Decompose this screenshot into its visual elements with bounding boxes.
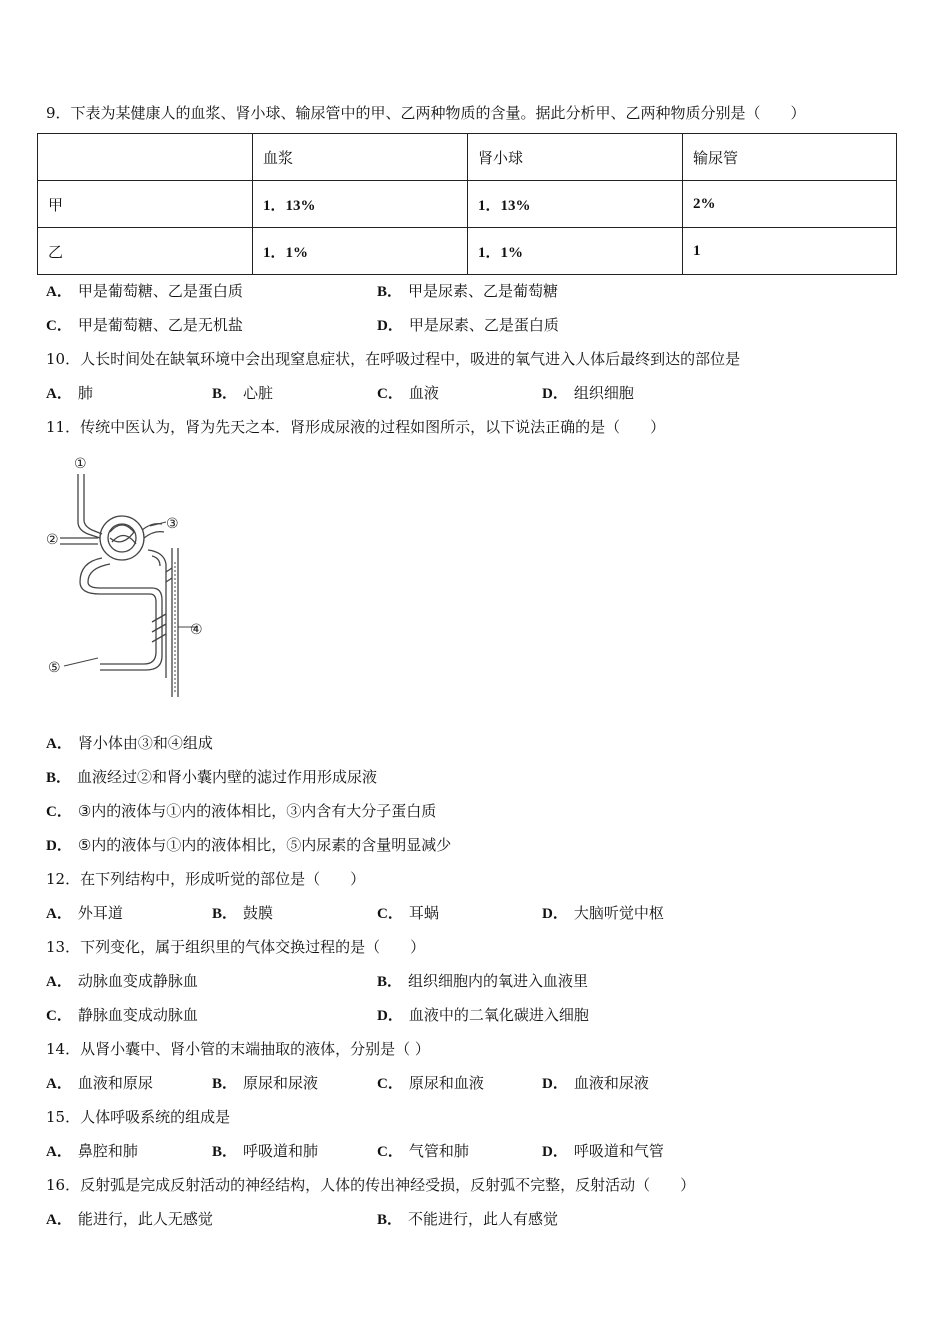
label-2: ② [46, 532, 59, 548]
q11-option-b[interactable]: B． 血液经过②和肾小囊内壁的滤过作用形成尿液 [46, 768, 378, 786]
nephron-diagram [40, 452, 220, 697]
label-4: ④ [190, 622, 203, 638]
q12-option-b[interactable]: B． 鼓膜 [212, 904, 274, 922]
q13-stem: 13．下列变化，属于组织里的气体交换过程的是（ ） [46, 938, 426, 956]
q16-option-b[interactable]: B． 不能进行，此人有感觉 [377, 1210, 559, 1228]
table-cell: 1．1% [253, 228, 468, 275]
label-5: ⑤ [48, 660, 61, 676]
q15-option-d[interactable]: D． 呼吸道和气管 [542, 1142, 664, 1160]
q15-option-b[interactable]: B． 呼吸道和肺 [212, 1142, 319, 1160]
q12-option-a[interactable]: A． 外耳道 [46, 904, 123, 922]
table-row [38, 181, 897, 228]
table-cell: 1．13% [253, 181, 468, 228]
q10-stem: 10．人长时间处在缺氧环境中会出现窒息症状，在呼吸过程中，吸进的氧气进入人体后最终到达的部位是 [46, 350, 741, 368]
q12-stem: 12．在下列结构中，形成听觉的部位是（ ） [46, 870, 366, 888]
label-3: ③ [166, 516, 179, 532]
q14-option-d[interactable]: D． 血液和尿液 [542, 1074, 649, 1092]
table-cell: 甲 [38, 181, 253, 228]
table-cell: 1．1% [468, 228, 683, 275]
q14-option-b[interactable]: B． 原尿和尿液 [212, 1074, 319, 1092]
table-header-cell [38, 134, 253, 181]
q15-option-c[interactable]: C． 气管和肺 [377, 1142, 469, 1160]
table-header-cell: 肾小球 [468, 134, 683, 181]
q11-option-d[interactable]: D． ⑤内的液体与①内的液体相比，⑤内尿素的含量明显减少 [46, 836, 452, 854]
q10-option-c[interactable]: C． 血液 [377, 384, 439, 402]
q13-option-a[interactable]: A． 动脉血变成静脉血 [46, 972, 198, 990]
table-cell: 1 [683, 228, 897, 275]
table-cell: 1．13% [468, 181, 683, 228]
q11-option-a[interactable]: A． 肾小体由③和④组成 [46, 734, 213, 752]
q16-option-a[interactable]: A． 能进行，此人无感觉 [46, 1210, 213, 1228]
q10-option-a[interactable]: A． 肺 [46, 384, 93, 402]
q13-option-d[interactable]: D． 血液中的二氧化碳进入细胞 [377, 1006, 589, 1024]
table-cell: 2% [683, 181, 897, 228]
q10-option-d[interactable]: D． 组织细胞 [542, 384, 634, 402]
q9-option-b[interactable]: B． 甲是尿素、乙是葡萄糖 [377, 282, 559, 300]
q9-stem: 9．下表为某健康人的血浆、肾小球、输尿管中的甲、乙两种物质的含量。据此分析甲、乙两种物质分别是（ ） [46, 104, 806, 122]
table-header-cell: 输尿管 [683, 134, 897, 181]
q12-option-c[interactable]: C． 耳蜗 [377, 904, 439, 922]
q12-option-d[interactable]: D． 大脑听觉中枢 [542, 904, 664, 922]
table-header-cell: 血浆 [253, 134, 468, 181]
q14-option-c[interactable]: C． 原尿和血液 [377, 1074, 484, 1092]
q14-stem: 14．从肾小囊中、肾小管的末端抽取的液体，分别是（ ） [46, 1040, 430, 1058]
q9-option-d[interactable]: D． 甲是尿素、乙是蛋白质 [377, 316, 559, 334]
q11-stem: 11．传统中医认为，肾为先天之本．肾形成尿液的过程如图所示，以下说法正确的是（ ） [46, 418, 666, 436]
table-header-row [38, 134, 897, 181]
q9-option-a[interactable]: A． 甲是葡萄糖、乙是蛋白质 [46, 282, 243, 300]
q14-option-a[interactable]: A． 血液和原尿 [46, 1074, 153, 1092]
table-row [38, 228, 897, 275]
q13-option-c[interactable]: C． 静脉血变成动脉血 [46, 1006, 198, 1024]
q9-table [37, 133, 897, 275]
q10-option-b[interactable]: B． 心脏 [212, 384, 274, 402]
q15-option-a[interactable]: A． 鼻腔和肺 [46, 1142, 138, 1160]
q11-option-c[interactable]: C． ③内的液体与①内的液体相比，③内含有大分子蛋白质 [46, 802, 437, 820]
q15-stem: 15．人体呼吸系统的组成是 [46, 1108, 231, 1126]
q13-option-b[interactable]: B． 组织细胞内的氧进入血液里 [377, 972, 589, 990]
q16-stem: 16．反射弧是完成反射活动的神经结构，人体的传出神经受损，反射弧不完整，反射活动（ ） [46, 1176, 696, 1194]
label-1: ① [74, 456, 87, 472]
table-cell: 乙 [38, 228, 253, 275]
q9-option-c[interactable]: C． 甲是葡萄糖、乙是无机盐 [46, 316, 243, 334]
